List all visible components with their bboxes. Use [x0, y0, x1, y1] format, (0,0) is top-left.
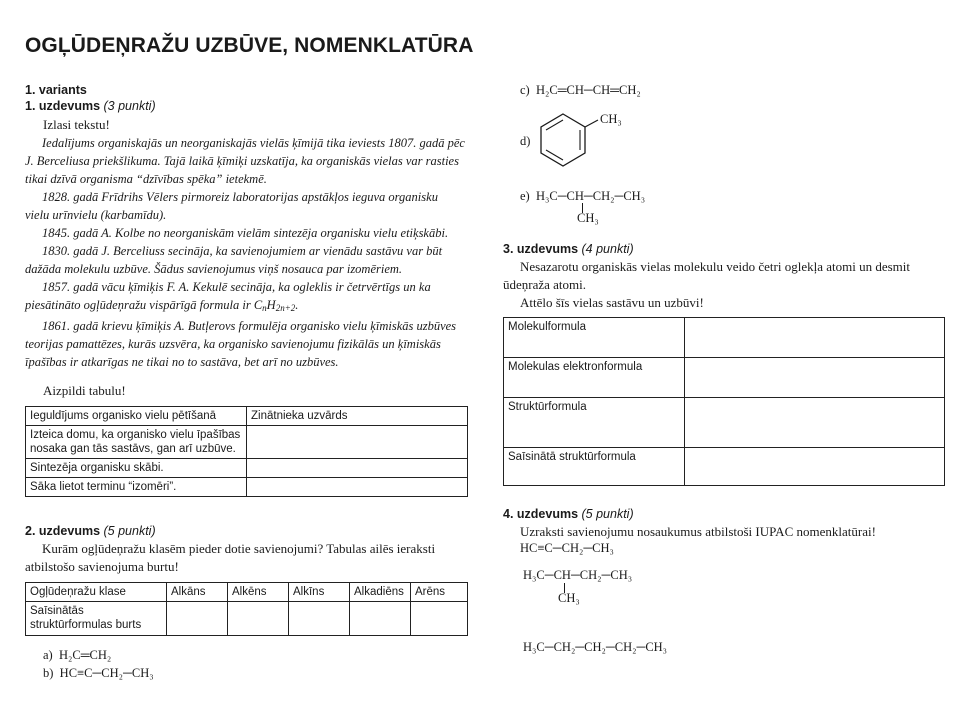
- answer-cell[interactable]: [685, 318, 945, 358]
- variant-label: 1. variants: [25, 83, 87, 97]
- answer-cell[interactable]: [411, 602, 468, 636]
- task3-heading: [503, 242, 634, 256]
- row-label: Saīsinātā struktūrformula: [504, 448, 685, 486]
- task4-title: 4. uzdevums: [503, 507, 579, 521]
- answer-cell[interactable]: [228, 602, 289, 636]
- task3-points: (4 punkti): [581, 242, 634, 256]
- general-formula: $C_nH_{2n+2}$.: [253, 298, 299, 313]
- task2-table: [25, 582, 468, 636]
- compound-e: e) H₃C─CH─CH₂─CH₃: [520, 189, 646, 203]
- task1-paragraph: 1828. gadā Frīdrihs Vēlers pirmoreiz laboratorijas apstākļos ieguva organisku vielu urīnvielu (karbamīdu).: [25, 190, 438, 222]
- task1-paragraph: 1861. gadā krievu ķīmiķis A. Butļerovs formulēja organisko vielu ķīmiskās uzbūves teorijas pamattēzes, kurās uzsvēra, ka organisko savienojumu fizikālās un ķīmiskās īpašības ir atkarīgas ne tikai no to sastāva, bet arī no uzbūves.: [25, 319, 457, 369]
- answer-cell[interactable]: [247, 459, 468, 478]
- table-header-alkadiene: Alkadiēns: [350, 583, 411, 602]
- task2-title: 2. uzdevums: [25, 524, 101, 538]
- row-label: Molekulformula: [504, 318, 685, 358]
- row-label: Molekulas elektronformula: [504, 358, 685, 398]
- task1-instruction: Izlasi tekstu!: [43, 117, 110, 132]
- task4-formula-2-branch: CH₃: [558, 591, 580, 605]
- compound-c: c) H₂C═CH─CH═CH₂: [520, 83, 641, 97]
- task3-instruction-2: Attēlo šīs vielas sastāvu un uzbūvi!: [520, 295, 704, 310]
- task1-title: 1. uzdevums: [25, 99, 101, 113]
- compound-d-label: d): [520, 134, 531, 148]
- task4-formula-3: H₃C─CH₂─CH₂─CH₂─CH₃: [523, 640, 668, 654]
- compound-e-branch: CH₃: [577, 211, 599, 225]
- task4-heading: [503, 507, 634, 521]
- answer-cell[interactable]: [350, 602, 411, 636]
- table-header-scientist: Zinātnieka uzvārds: [247, 407, 468, 426]
- compound-a: a) H₂C═CH₂: [43, 648, 112, 662]
- fill-table-instruction: Aizpildi tabulu!: [43, 383, 126, 398]
- answer-cell[interactable]: [685, 398, 945, 448]
- answer-cell[interactable]: [247, 426, 468, 459]
- compound-b: b) HC≡C─CH₂─CH₃: [43, 666, 154, 680]
- task4-formula-2: H₃C─CH─CH₂─CH₃: [523, 568, 633, 582]
- task2-points: (5 punkti): [103, 524, 156, 538]
- task2-heading: [25, 524, 156, 538]
- table-header-alkene: Alkēns: [228, 583, 289, 602]
- table-header-alkane: Alkāns: [167, 583, 228, 602]
- compound-d-methyl: CH₃: [600, 112, 622, 126]
- task1-text: [25, 134, 465, 371]
- task1-points: (3 punkti): [103, 99, 156, 113]
- task3-title: 3. uzdevums: [503, 242, 579, 256]
- answer-cell[interactable]: [685, 448, 945, 486]
- row-label-letter: Saīsinātās struktūrformulas burts: [26, 602, 167, 636]
- task1-paragraph: 1830. gadā J. Berceliuss secināja, ka savienojumiem ar vienādu sastāvu var būt dažāda molekulu uzbūve. Šādus savienojumus viņš nosauca par izomēriem.: [25, 244, 443, 276]
- table-row-contribution: Sāka lietot terminu “izomēri”.: [26, 478, 247, 497]
- table-header-arene: Arēns: [411, 583, 468, 602]
- task1-heading: [25, 99, 156, 113]
- task3-instruction: Nesazarotu organiskās vielas molekulu veido četri oglekļa atomi un desmit ūdeņraža atomi.: [503, 259, 911, 292]
- task2-instruction: Kurām ogļūdeņražu klasēm pieder dotie savienojumi? Tabulas ailēs ieraksti atbilstošo savienojuma burtu!: [25, 541, 436, 574]
- task3-table: [503, 317, 945, 486]
- table-row-contribution: Sintezēja organisku skābi.: [26, 459, 247, 478]
- table-header-contribution: Ieguldījums organisko vielu pētīšanā: [26, 407, 247, 426]
- task4-instruction: Uzraksti savienojumu nosaukumus atbilstoši IUPAC nomenklatūrai!: [520, 524, 876, 539]
- task1-paragraph: Iedalījums organiskajās un neorganiskajās vielās ķīmijā tika ieviests 1807. gadā pēc J. Berceliusa priekšlikuma. Tajā laikā ķīmiķi uzskatīja, ka organiskās vielas var rasties tikai dzīvā organisma “dzīvības spēka” ietekmē.: [25, 136, 465, 186]
- answer-cell[interactable]: [289, 602, 350, 636]
- task4-formula-1: HC≡C─CH₂─CH₃: [520, 541, 614, 555]
- answer-cell[interactable]: [685, 358, 945, 398]
- table-row-contribution: Izteica domu, ka organisko vielu īpašības nosaka gan tās sastāvs, gan arī uzbūve.: [26, 426, 247, 459]
- table-header-alkyne: Alkīns: [289, 583, 350, 602]
- page-title: OGĻŪDEŅRAŽU UZBŪVE, NOMENKLATŪRA: [25, 34, 474, 57]
- table-header-class: Ogļūdeņražu klase: [26, 583, 167, 602]
- task1-table: [25, 406, 468, 497]
- answer-cell[interactable]: [167, 602, 228, 636]
- task1-paragraph: 1845. gadā A. Kolbe no neorganiskām vielām sintezēja organisku vielu etiķskābi.: [42, 226, 449, 240]
- answer-cell[interactable]: [247, 478, 468, 497]
- task4-points: (5 punkti): [581, 507, 634, 521]
- row-label: Struktūrformula: [504, 398, 685, 448]
- task1-paragraph-formula: 1857. gadā vācu ķīmiķis F. A. Kekulē secināja, ka ogleklis ir četrvērtīgs un ka piesātināto ogļūdeņražu vispārīgā formula ir $C_nH_{2n+2}$.: [25, 280, 431, 313]
